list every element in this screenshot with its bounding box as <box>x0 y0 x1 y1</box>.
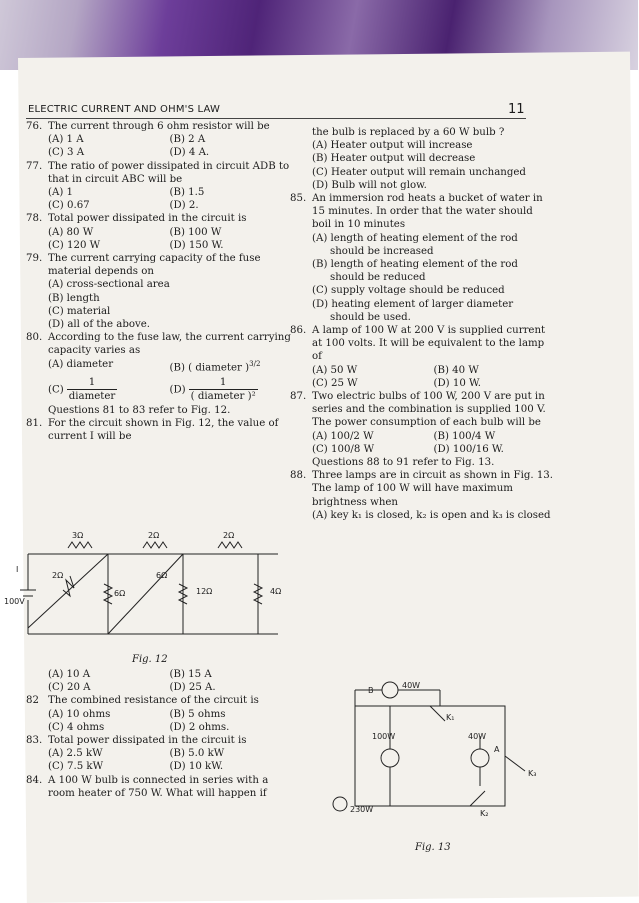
question-86: 86. A lamp of 100 W at 200 V is supplied current at 100 volts. It will be equivalent to the lamp of <box>290 325 546 363</box>
left-column-lower: (A) 10 A (B) 15 A (C) 20 A (D) 25 A. 82 The combined resistance of the circuit is (A) 10 ohms (B) 5 ohms (C) 4 ohms (D) 2 ohms. 83. Total power dissipated in the circuit is (A) 2.5 kW (B) 5.0 kW (C) 7.5 kW (D) 10 kW. 84. A 100 W bulb is connected in series with a room heater of 750 W. What will happen if <box>26 668 291 800</box>
source-100v: 100V <box>4 597 25 606</box>
fig-13-caption: Fig. 13 <box>415 842 451 853</box>
question-88: 88. Three lamps are in circuit as shown in Fig. 13. The lamp of 100 W will have maximum brightness when <box>290 470 554 508</box>
fig-12-caption: Fig. 12 <box>132 654 168 665</box>
page-number: 11 <box>508 102 525 117</box>
lamp-100w: 100W <box>372 732 396 741</box>
question-83: 83. Total power dissipated in the circuit is <box>26 735 247 747</box>
question-87: 87. Two electric bulbs of 100 W, 200 V are put in series and the combination is supplied 100 V. The power consumption of each bulb will be <box>290 391 546 429</box>
header-rule <box>26 118 526 119</box>
question-84: 84. A 100 W bulb is connected in series with a room heater of 750 W. What will happen if <box>26 774 269 799</box>
fig-13-circuit <box>330 676 560 826</box>
left-column: 76. The current through 6 ohm resistor will be (A) 1 A (B) 2 A (C) 3 A (D) 4 A. 77. The ratio of power dissipated in circuit ADB to that in circuit ABC will be (A) 1 (B) 1.5 (C) 0.67 (D) 2. 78. Total power dissipated in the circuit is (A) 80 W (B) 100 W (C) 120 W (D) 150 W. 79. The current carrying capacity of the fuse material depends on (A) cross-sectional area (B) length (C) material (D) all of the above. 80. According to the fuse law, the current carrying capacity varies as (A) diameter (B) ( diameter )$^{3/2}$ (C) $\frac{1}{\text{diameter}}$ (D) $\frac{1}{\text{( diameter )²}}$ Questions 81 to 83 refer to Fig. 12. 81. For the circuit shown in Fig. 12, the value of current I will be <box>26 121 291 443</box>
r-12ohm: 12Ω <box>196 587 213 596</box>
question-81: 81. For the circuit shown in Fig. 12, the value of current I will be <box>26 417 279 443</box>
r-6ohm-a: 6Ω <box>114 589 126 598</box>
question-82: 82 The combined resistance of the circuit is <box>26 695 259 707</box>
question-78: 78. Total power dissipated in the circuit is <box>26 213 247 225</box>
question-85: 85. An immersion rod heats a bucket of water in 15 minutes. In order that the water should boil in 10 minutes <box>290 193 543 231</box>
r-6ohm-b: 6Ω <box>156 571 168 580</box>
lamp-a-label: A <box>494 745 500 754</box>
r-2ohm-left: 2Ω <box>52 571 64 580</box>
r-2ohm-a: 2Ω <box>148 531 160 540</box>
lamp-40w-right: 40W <box>468 732 487 741</box>
fig-12-circuit <box>4 528 298 658</box>
chapter-header: ELECTRIC CURRENT AND OHM'S LAW <box>28 104 221 115</box>
r-3ohm: 3Ω <box>72 531 84 540</box>
lamp-b-watt: 40W <box>402 681 421 690</box>
key-k3: K₃ <box>528 769 537 778</box>
question-76: 76. The current through 6 ohm resistor will be <box>26 121 270 132</box>
question-79: 79. The current carrying capacity of the fuse material depends on <box>26 253 261 278</box>
key-k1: K₁ <box>446 713 455 722</box>
ref-81-83: Questions 81 to 83 refer to Fig. 12. <box>48 404 231 416</box>
current-i: I <box>16 565 19 574</box>
r-4ohm: 4Ω <box>270 587 282 596</box>
r-2ohm-b: 2Ω <box>223 531 235 540</box>
right-column: the bulb is replaced by a 60 W bulb ? (A) Heater output will increase (B) Heater output will decrease (C) Heater output will remain unchanged (D) Bulb will not glow. 85. An immersion rod heats a bucket of water in 15 minutes. In order that the water should boil in 10 minutes (A) length of heating element of the rod should be increased (B) length of heating element of the rod should be reduced (C) supply voltage should be reduced (D) heating element of larger diameter should be used. 86. A lamp of 100 W at 200 V is supplied current at 100 volts. It will be equivalent to the lamp of (A) 50 W (B) 40 W (C) 25 W (D) 10 W. 87. Two electric bulbs of 100 W, 200 V are put in series and the combination is supplied 100 V. The power consumption of each bulb will be (A) 100/2 W (B) 100/4 W (C) 100/8 W (D) 100/16 W. Questions 88 to 91 refer to Fig. 13. 88. Three lamps are in circuit as shown in Fig. 13. The lamp of 100 W will have maximum brightness when (A) key k₁ is closed, k₂ is open and k₃ is closed <box>290 127 554 521</box>
question-77: 77. The ratio of power dissipated in circuit ADB to that in circuit ABC will be <box>26 160 290 185</box>
lamp-b-label: B <box>368 686 374 695</box>
key-k2: K₂ <box>480 809 489 818</box>
question-80: 80. According to the fuse law, the current carrying capacity varies as <box>26 332 291 357</box>
ref-88-91: Questions 88 to 91 refer to Fig. 13. <box>312 457 495 469</box>
source-230w: 230W <box>350 805 374 814</box>
